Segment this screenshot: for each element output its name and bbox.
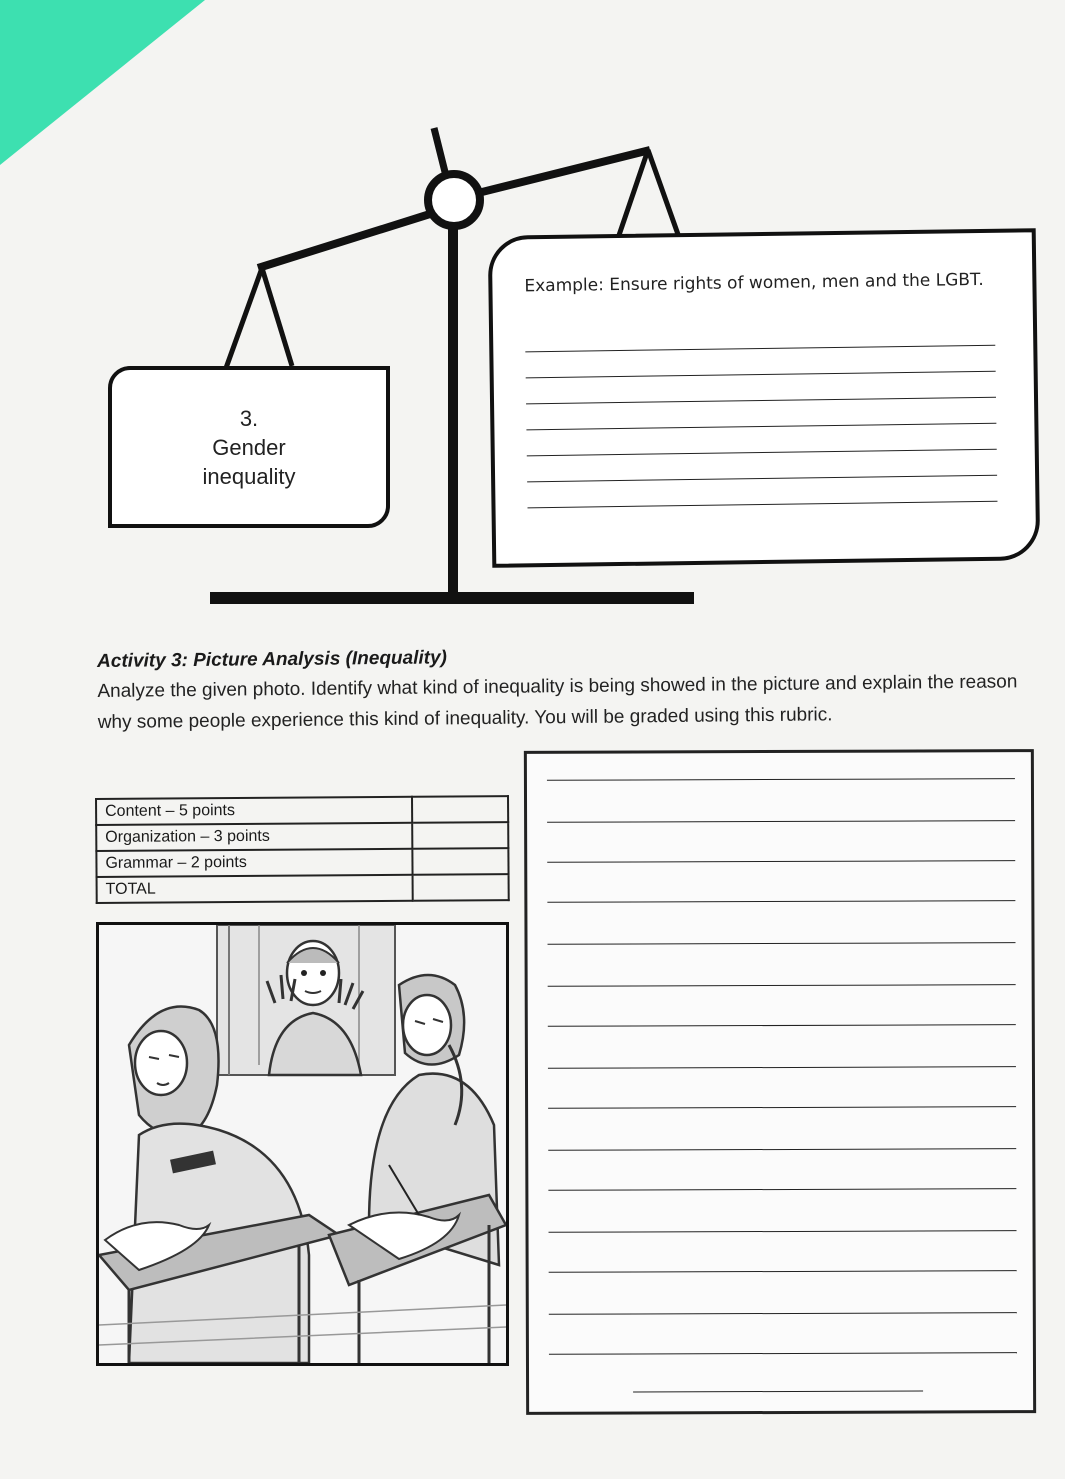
rubric-score-cell[interactable] (412, 796, 508, 823)
answer-line[interactable] (548, 1148, 1016, 1151)
rubric-score-cell[interactable] (412, 822, 508, 849)
answer-line[interactable] (549, 1352, 1017, 1355)
answer-line[interactable] (549, 1230, 1017, 1233)
rubric-table (95, 795, 510, 904)
rubric-criterion: Content – 5 points (96, 797, 412, 825)
scale-spike (434, 128, 446, 176)
answer-line[interactable] (527, 449, 997, 457)
rubric-row (96, 796, 508, 825)
answer-line[interactable] (525, 345, 995, 353)
rubric-row (97, 874, 509, 903)
rubric-score-cell[interactable] (413, 874, 509, 901)
answer-line[interactable] (528, 501, 998, 509)
answer-line[interactable] (549, 1270, 1017, 1273)
answer-line[interactable] (548, 1106, 1016, 1109)
rubric-criterion: TOTAL (97, 875, 413, 903)
answer-line[interactable] (548, 1188, 1016, 1191)
scale-pole (448, 222, 458, 597)
answer-line[interactable] (633, 1391, 923, 1393)
right-pan-example: Example: Ensure rights of women, men and the LGBT. (524, 269, 984, 297)
scale-beam-left (258, 214, 430, 268)
scale-beam-right (482, 150, 650, 192)
right-pan-box (488, 228, 1041, 568)
left-pan-number: 3. (239, 405, 259, 431)
answer-line[interactable] (526, 397, 996, 405)
classroom-sketch (99, 925, 506, 1363)
rubric-row (96, 822, 508, 851)
answer-line[interactable] (547, 778, 1015, 781)
rubric-score-cell[interactable] (412, 848, 508, 875)
activity-section (97, 640, 1018, 738)
answer-line[interactable] (548, 1024, 1016, 1027)
left-pan-line2: inequality (202, 463, 296, 489)
answer-line[interactable] (548, 1066, 1016, 1069)
scale-pivot (428, 174, 480, 226)
answer-line[interactable] (547, 860, 1015, 863)
answer-line[interactable] (548, 984, 1016, 987)
answer-line[interactable] (547, 820, 1015, 823)
answer-line[interactable] (548, 942, 1016, 945)
left-pan-line1: Gender (212, 434, 286, 460)
answer-line[interactable] (527, 475, 997, 483)
classroom-illustration (96, 922, 509, 1366)
answer-line[interactable] (547, 900, 1015, 903)
answer-line[interactable] (549, 1312, 1017, 1315)
rubric-criterion: Organization – 3 points (96, 823, 412, 851)
analysis-answer-box[interactable] (524, 749, 1036, 1415)
activity-title: Activity 3: Picture Analysis (Inequality) (97, 647, 448, 672)
rubric-criterion: Grammar – 2 points (96, 849, 412, 877)
activity-instructions: Analyze the given photo. Identify what kind of inequality is being showed in the picture and explain the reason why some people experience this kind of inequality. You will be graded using this rubric. (97, 671, 1018, 733)
left-pan-box (108, 366, 390, 528)
answer-line[interactable] (526, 371, 996, 379)
answer-line[interactable] (526, 423, 996, 431)
rubric-row (96, 848, 508, 877)
